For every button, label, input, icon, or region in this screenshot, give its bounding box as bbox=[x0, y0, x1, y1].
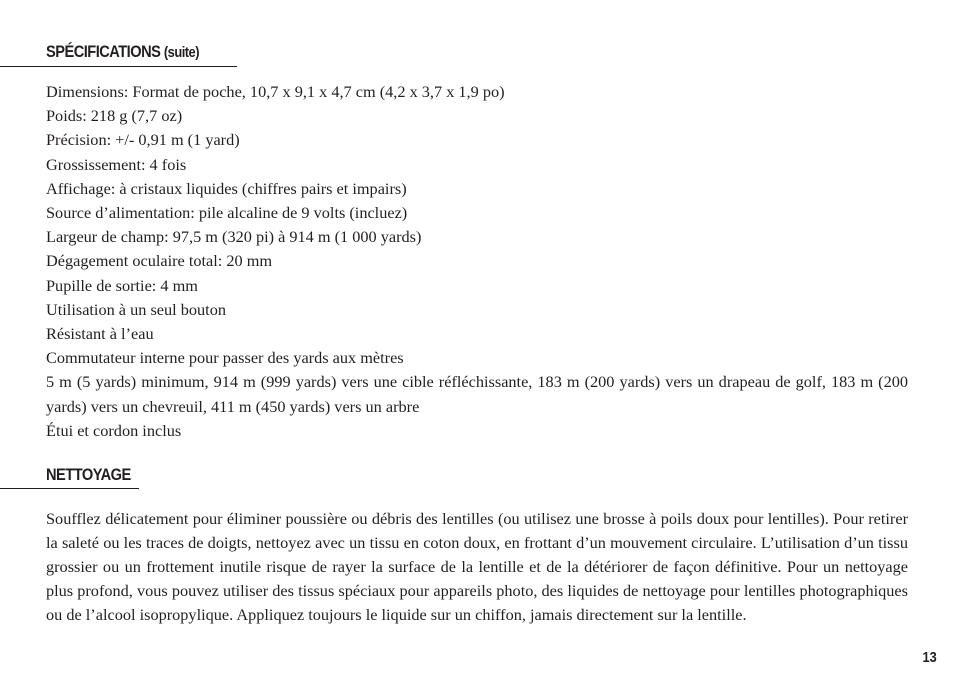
spec-item: Étui et cordon inclus bbox=[46, 420, 182, 440]
spec-item: Dimensions: Format de poche, 10,7 x 9,1 x 4,7 cm (4,2 x 3,7 x 1,9 po) bbox=[46, 82, 505, 101]
spec-item: Source d’alimentation: pile alcaline de 9 volts (incluez) bbox=[46, 203, 408, 223]
spec-item: Poids: 218 g (7,7 oz) bbox=[46, 106, 183, 126]
spec-item: Pupille de sortie: 4 mm bbox=[46, 275, 198, 295]
spec-item: Utilisation à un seul bouton bbox=[46, 299, 226, 319]
cleaning-heading: NETTOYAGE bbox=[46, 465, 131, 484]
specs-list bbox=[46, 80, 908, 443]
spec-item: Affichage: à cristaux liquides (chiffres pairs et impairs) bbox=[46, 178, 407, 198]
cleaning-paragraph: Soufflez délicatement pour éliminer poussière ou débris des lentilles (ou utilisez une brosse à poils doux pour lentilles). Pour retirer la saleté ou les traces de doigts, nettoyez avec un tissu en coton doux, en frottant d’un mouvement circulaire. L’utilisation d’un tissu grossier ou un frottement inutile risque de rayer la surface de la lentille et de la détériorer de façon définitive. Pour un nettoyage plus profond, vous pouvez utiliser des tissus spéciaux pour appareils photo, des liquides de nettoyage pour lentilles photographiques ou de l’alcool isopropylique. Appliquez toujours le liquide sur un chiffon, jamais directement sur la lentille. bbox=[46, 509, 908, 624]
specs-heading-rule bbox=[0, 66, 237, 67]
cleaning-heading-block bbox=[0, 465, 145, 485]
specs-heading-title: SPÉCIFICATIONS bbox=[46, 42, 161, 61]
cleaning-heading-rule bbox=[0, 488, 139, 489]
spec-item: Dégagement oculaire total: 20 mm bbox=[46, 251, 273, 271]
page-number: 13 bbox=[922, 649, 937, 666]
spec-item: Commutateur interne pour passer des yards aux mètres bbox=[46, 348, 404, 368]
spec-item: Largeur de champ: 97,5 m (320 pi) à 914 m (1 000 yards) bbox=[46, 227, 422, 247]
spec-item: Grossissement: 4 fois bbox=[46, 154, 187, 174]
spec-item: Précision: +/- 0,91 m (1 yard) bbox=[46, 130, 240, 150]
specs-heading-block bbox=[0, 42, 224, 63]
specs-heading bbox=[46, 42, 199, 63]
spec-item: 5 m (5 yards) minimum, 914 m (999 yards) vers une cible réfléchissante, 183 m (200 yards) vers un drapeau de golf, 183 m (200 yards) vers un chevreuil, 411 m (450 yards) vers un arbre bbox=[46, 372, 908, 416]
specs-heading-suffix: (suite) bbox=[163, 44, 199, 61]
spec-item: Résistant à l’eau bbox=[46, 324, 154, 344]
